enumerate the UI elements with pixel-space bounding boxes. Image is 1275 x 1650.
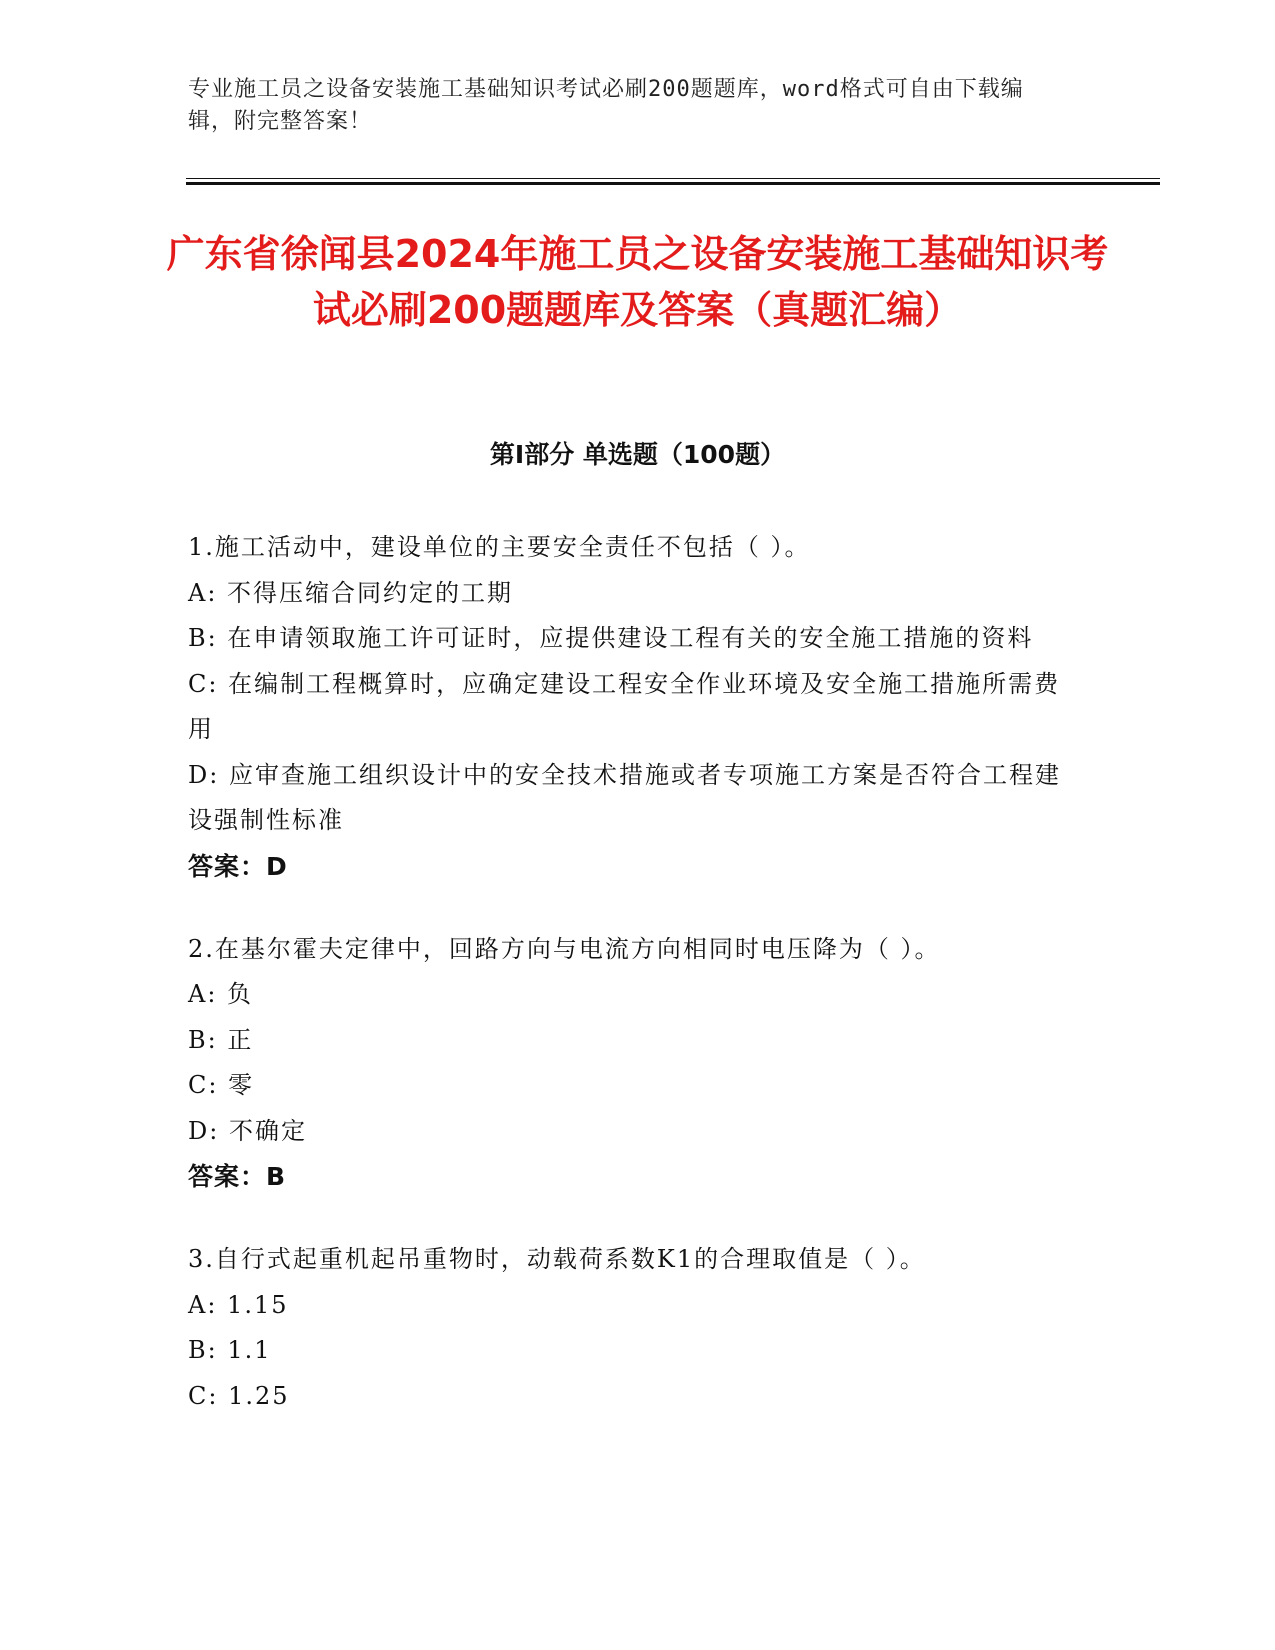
question-stem: 2.在基尔霍夫定律中，回路方向与电流方向相同时电压降为（ ）。 (188, 934, 941, 963)
page-title: 广东省徐闻县2024年施工员之设备安装施工基础知识考试必刷200题题库及答案（真题汇编） (166, 232, 1109, 332)
header-divider-thin (186, 178, 1160, 179)
header-divider-thick (186, 182, 1160, 185)
option-a: A: 不得压缩合同约定的工期 (188, 578, 514, 607)
section-title: 第Ⅰ部分 单选题（100题） (489, 440, 786, 469)
answer-value: D (266, 851, 288, 881)
option-b: B: 正 (188, 1025, 254, 1054)
option-d: D: 应审查施工组织设计中的安全技术措施或者专项施工方案是否符合工程建设强制性标准 (188, 760, 1061, 834)
question-3 (188, 1237, 1078, 1419)
option-a: A: 1.15 (188, 1290, 289, 1319)
answer-label: 答案： (188, 851, 267, 881)
option-a: A: 负 (188, 980, 254, 1008)
answer (188, 844, 1078, 889)
answer-value: B (266, 1162, 287, 1191)
answer-label: 答案： (188, 1162, 267, 1191)
question-2 (188, 927, 1078, 1200)
question-stem: 3.自行式起重机起吊重物时，动载荷系数K1的合理取值是（ ）。 (188, 1245, 926, 1273)
option-c: C: 1.25 (188, 1381, 290, 1410)
question-stem: 1.施工活动中，建设单位的主要安全责任不包括（ ）。 (188, 533, 811, 561)
option-b: B: 1.1 (188, 1336, 272, 1364)
question-1 (188, 525, 1078, 889)
option-d: D: 不确定 (188, 1116, 307, 1145)
answer (188, 1154, 1078, 1199)
option-b: B: 在申请领取施工许可证时，应提供建设工程有关的安全施工措施的资料 (188, 624, 1034, 652)
option-c: C: 零 (188, 1071, 255, 1099)
header-note: 专业施工员之设备安装施工基础知识考试必刷200题题库，word格式可自由下载编辑，附完整答案！ (188, 77, 1024, 134)
question-list (188, 525, 1078, 1457)
option-c: C: 在编制工程概算时，应确定建设工程安全作业环境及安全施工措施所需费用 (188, 669, 1061, 743)
